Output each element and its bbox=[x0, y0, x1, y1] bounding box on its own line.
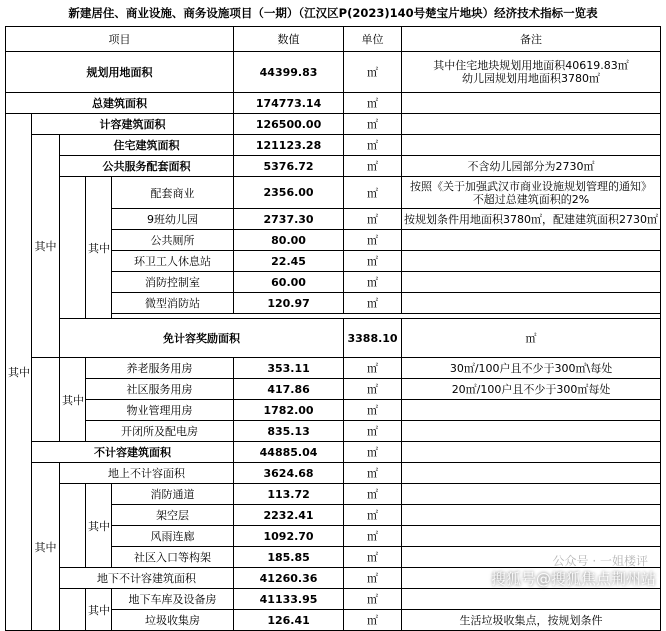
row-remark: 20㎡/100户且不少于300㎡每处 bbox=[402, 379, 661, 400]
row-label: 风雨连廊 bbox=[112, 526, 234, 547]
row-unit: ㎡ bbox=[344, 610, 402, 631]
row-remark bbox=[402, 114, 661, 135]
source-watermark: 搜狐号@搜狐焦点荆州站 bbox=[490, 570, 656, 588]
row-unit: ㎡ bbox=[344, 93, 402, 114]
table-row bbox=[6, 484, 661, 505]
row-label: 规划用地面积 bbox=[6, 52, 234, 93]
header-unit: 单位 bbox=[344, 27, 402, 52]
table-row bbox=[6, 156, 661, 177]
table-row bbox=[6, 319, 661, 358]
table-row bbox=[6, 135, 661, 156]
row-value: 120.97 bbox=[234, 293, 344, 314]
table-row bbox=[6, 421, 661, 442]
row-value: 353.11 bbox=[234, 358, 344, 379]
row-unit: ㎡ bbox=[344, 463, 402, 484]
row-label: 公共服务配套面积 bbox=[60, 156, 234, 177]
row-label: 垃圾收集房 bbox=[112, 610, 234, 631]
row-unit: ㎡ bbox=[344, 358, 402, 379]
row-remark bbox=[402, 421, 661, 442]
row-remark bbox=[402, 442, 661, 463]
row-remark bbox=[402, 272, 661, 293]
row-label: 计容建筑面积 bbox=[32, 114, 234, 135]
qizhong-label-far: 其中 bbox=[32, 135, 60, 358]
row-unit: ㎡ bbox=[344, 251, 402, 272]
row-value: 185.85 bbox=[234, 547, 344, 568]
table-row bbox=[6, 379, 661, 400]
table-row bbox=[6, 400, 661, 421]
header-remark: 备注 bbox=[402, 27, 661, 52]
row-remark bbox=[402, 589, 661, 610]
qizhong-label-under: 其中 bbox=[86, 589, 112, 631]
row-value: 126500.00 bbox=[234, 114, 344, 135]
row-value: 113.72 bbox=[234, 484, 344, 505]
table-row bbox=[6, 114, 661, 135]
qizhong-label-above: 其中 bbox=[86, 484, 112, 568]
row-unit: ㎡ bbox=[344, 484, 402, 505]
row-label: 物业管理用房 bbox=[86, 400, 234, 421]
header-item: 项目 bbox=[6, 27, 234, 52]
row-label: 养老服务用房 bbox=[86, 358, 234, 379]
qizhong-label-outer: 其中 bbox=[6, 114, 32, 631]
qizhong-label-bonus: 其中 bbox=[60, 358, 86, 442]
account-watermark: 公众号 · 一姐楼评 bbox=[552, 554, 648, 568]
row-value: 835.13 bbox=[234, 421, 344, 442]
row-value: 41133.95 bbox=[234, 589, 344, 610]
row-unit: ㎡ bbox=[344, 589, 402, 610]
row-remark bbox=[402, 52, 661, 93]
row-remark bbox=[402, 93, 661, 114]
row-unit: ㎡ bbox=[344, 442, 402, 463]
row-label: 消防通道 bbox=[112, 484, 234, 505]
remark-line: 不超过总建筑面积的2% bbox=[472, 192, 590, 206]
row-unit: ㎡ bbox=[344, 114, 402, 135]
row-label: 免计容奖励面积 bbox=[60, 319, 344, 358]
table-row bbox=[6, 589, 661, 610]
table-row bbox=[6, 463, 661, 484]
row-remark bbox=[402, 505, 661, 526]
row-label: 总建筑面积 bbox=[6, 93, 234, 114]
row-unit: ㎡ bbox=[344, 272, 402, 293]
row-unit: ㎡ bbox=[344, 568, 402, 589]
row-remark: 30㎡/100户且不少于300㎡\每处 bbox=[402, 358, 661, 379]
row-value: 417.86 bbox=[234, 379, 344, 400]
header-value: 数值 bbox=[234, 27, 344, 52]
row-label: 不计容建筑面积 bbox=[32, 442, 234, 463]
row-label: 9班幼儿园 bbox=[112, 209, 234, 230]
row-remark bbox=[402, 526, 661, 547]
remark-line: 按照《关于加强武汉市商业设施规划管理的通知》 bbox=[410, 179, 653, 193]
row-label: 配套商业 bbox=[112, 177, 234, 209]
row-value: 1782.00 bbox=[234, 400, 344, 421]
row-unit: ㎡ bbox=[344, 52, 402, 93]
row-remark bbox=[402, 484, 661, 505]
row-value: 2737.30 bbox=[234, 209, 344, 230]
row-remark bbox=[402, 177, 661, 209]
row-unit: ㎡ bbox=[344, 505, 402, 526]
row-value: 1092.70 bbox=[234, 526, 344, 547]
row-remark bbox=[402, 463, 661, 484]
row-label: 住宅建筑面积 bbox=[60, 135, 234, 156]
row-label: 消防控制室 bbox=[112, 272, 234, 293]
row-remark bbox=[402, 230, 661, 251]
row-unit: ㎡ bbox=[344, 230, 402, 251]
row-remark bbox=[402, 293, 661, 314]
row-value: 174773.14 bbox=[234, 93, 344, 114]
spacer-cell bbox=[32, 358, 60, 442]
spacer-cell bbox=[60, 177, 86, 319]
row-label: 公共厕所 bbox=[112, 230, 234, 251]
row-value: 3388.10 bbox=[344, 319, 402, 358]
row-unit: ㎡ bbox=[344, 421, 402, 442]
table-row bbox=[6, 52, 661, 93]
indicator-table bbox=[5, 26, 661, 631]
row-label: 开闭所及配电房 bbox=[86, 421, 234, 442]
row-label: 地下车库及设备房 bbox=[112, 589, 234, 610]
row-remark bbox=[402, 135, 661, 156]
row-unit: ㎡ bbox=[344, 177, 402, 209]
row-unit: ㎡ bbox=[344, 293, 402, 314]
table-row bbox=[6, 358, 661, 379]
row-value: 3624.68 bbox=[234, 463, 344, 484]
row-value: 126.41 bbox=[234, 610, 344, 631]
header-row bbox=[6, 27, 661, 52]
row-label: 微型消防站 bbox=[112, 293, 234, 314]
row-remark: 生活垃圾收集点，按规划条件 bbox=[402, 610, 661, 631]
row-unit: ㎡ bbox=[344, 209, 402, 230]
row-unit: ㎡ bbox=[344, 547, 402, 568]
row-label: 环卫工人休息站 bbox=[112, 251, 234, 272]
row-label: 社区入口等构架 bbox=[112, 547, 234, 568]
row-unit: ㎡ bbox=[402, 319, 661, 358]
row-unit: ㎡ bbox=[344, 135, 402, 156]
table-row bbox=[6, 442, 661, 463]
row-remark: 按规划条件用地面积3780㎡，配建建筑面积2730㎡ bbox=[402, 209, 661, 230]
row-value: 22.45 bbox=[234, 251, 344, 272]
row-remark bbox=[402, 251, 661, 272]
row-value: 2356.00 bbox=[234, 177, 344, 209]
row-remark bbox=[402, 400, 661, 421]
row-value: 41260.36 bbox=[234, 568, 344, 589]
row-value: 60.00 bbox=[234, 272, 344, 293]
row-value: 121123.28 bbox=[234, 135, 344, 156]
qizhong-label-public: 其中 bbox=[86, 177, 112, 319]
remark-line: 幼儿园规划用地面积3780㎡ bbox=[462, 72, 601, 85]
row-value: 44399.83 bbox=[234, 52, 344, 93]
table-title: 新建居住、商业设施、商务设施项目（一期）（江汉区P(2023)140号楚宝片地块）经济技术指标一览表 bbox=[68, 6, 598, 20]
remark-line: 其中住宅地块规划用地面积40619.83㎡ bbox=[433, 59, 629, 72]
row-unit: ㎡ bbox=[344, 400, 402, 421]
row-unit: ㎡ bbox=[344, 379, 402, 400]
row-value: 2232.41 bbox=[234, 505, 344, 526]
row-unit: ㎡ bbox=[344, 526, 402, 547]
table-row bbox=[6, 93, 661, 114]
row-remark: 不含幼儿园部分为2730㎡ bbox=[402, 156, 661, 177]
row-unit: ㎡ bbox=[344, 156, 402, 177]
table-row bbox=[6, 177, 661, 209]
row-label: 社区服务用房 bbox=[86, 379, 234, 400]
row-value: 44885.04 bbox=[234, 442, 344, 463]
spacer-cell bbox=[60, 484, 86, 568]
row-label: 地上不计容面积 bbox=[60, 463, 234, 484]
row-value: 80.00 bbox=[234, 230, 344, 251]
row-label: 架空层 bbox=[112, 505, 234, 526]
row-label: 地下不计容建筑面积 bbox=[60, 568, 234, 589]
qizhong-label-nonfar: 其中 bbox=[32, 463, 60, 631]
row-value: 5376.72 bbox=[234, 156, 344, 177]
